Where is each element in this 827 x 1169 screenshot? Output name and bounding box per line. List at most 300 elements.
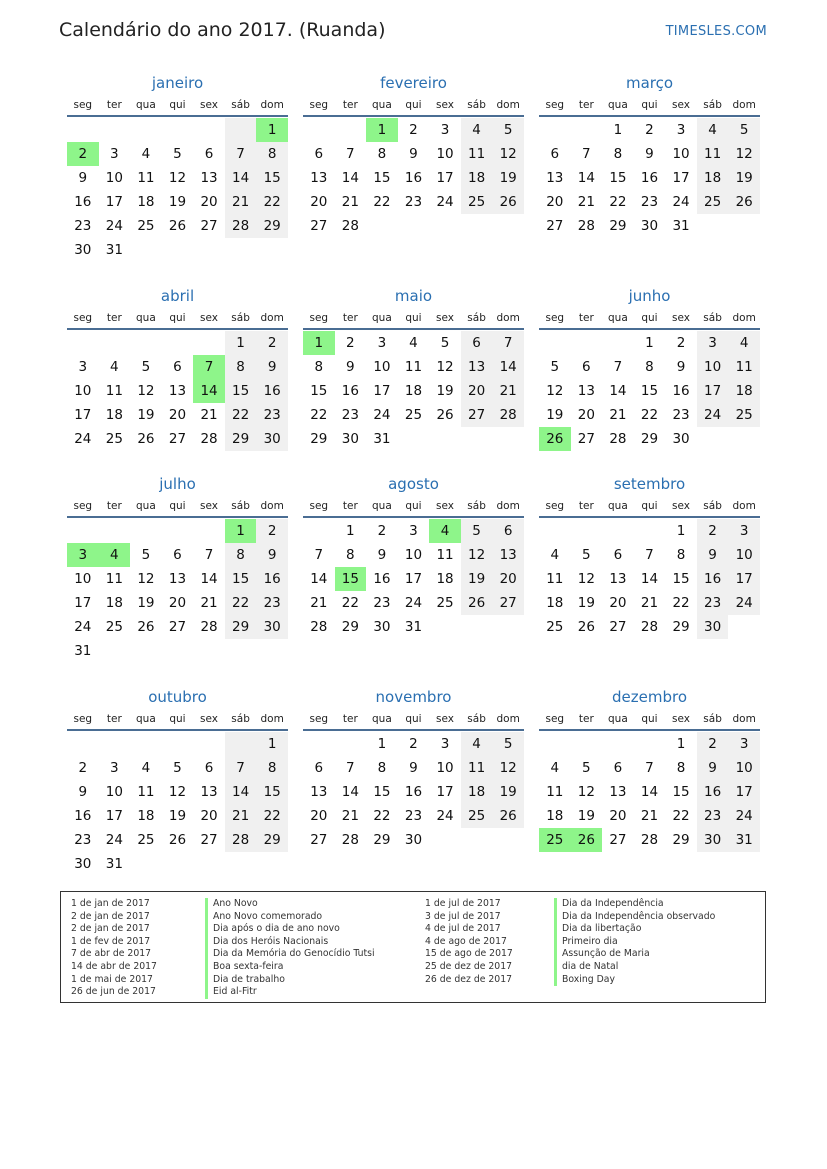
day-cell[interactable]: 10 — [672, 146, 690, 162]
day-cell[interactable]: 23 — [697, 804, 729, 828]
day-cell[interactable]: 24 — [436, 194, 454, 210]
day-cell[interactable]: 23 — [256, 591, 288, 615]
day-cell[interactable]: 14 — [310, 571, 328, 587]
day-cell[interactable]: 6 — [173, 547, 182, 563]
day-cell[interactable]: 18 — [546, 595, 564, 611]
day-cell[interactable]: 28 — [225, 214, 257, 238]
day-cell[interactable]: 27 — [546, 218, 564, 234]
day-cell[interactable]: 27 — [577, 431, 595, 447]
day-cell[interactable]: 29 — [373, 832, 391, 848]
day-cell[interactable]: 22 — [640, 407, 659, 423]
day-cell[interactable]: 13 — [492, 543, 524, 567]
day-cell[interactable]: 10 — [105, 170, 123, 186]
day-cell[interactable]: 16 — [697, 780, 729, 804]
day-cell[interactable]: 27 — [168, 619, 187, 635]
day-cell[interactable]: 23 — [256, 403, 288, 427]
day-cell[interactable]: 26 — [168, 218, 187, 234]
day-cell[interactable]: 3 — [78, 359, 88, 375]
day-cell[interactable]: 3 — [728, 732, 760, 756]
day-cell[interactable]: 7 — [204, 547, 214, 563]
day-cell[interactable]: 11 — [461, 756, 493, 780]
day-cell[interactable]: 16 — [74, 194, 92, 210]
day-cell[interactable]: 31 — [672, 218, 690, 234]
day-cell[interactable]: 25 — [404, 407, 423, 423]
day-cell[interactable]: 23 — [640, 194, 659, 210]
day-cell[interactable]: 7 — [346, 146, 355, 162]
day-cell[interactable]: 27 — [310, 832, 328, 848]
day-cell[interactable]: 5 — [582, 760, 591, 776]
day-cell[interactable]: 26 — [436, 407, 454, 423]
day-cell[interactable]: 31 — [728, 828, 760, 852]
day-cell[interactable]: 8 — [676, 760, 686, 776]
day-cell[interactable]: 20 — [310, 194, 328, 210]
day-cell[interactable]: 18 — [697, 166, 729, 190]
day-cell[interactable]: 13 — [168, 383, 187, 399]
day-cell[interactable]: 24 — [404, 595, 423, 611]
day-cell[interactable]: 10 — [697, 355, 729, 379]
day-cell[interactable]: 16 — [404, 170, 423, 186]
day-cell[interactable]: 8 — [256, 756, 288, 780]
day-cell[interactable]: 5 — [582, 547, 591, 563]
day-cell[interactable]: 7 — [613, 359, 623, 375]
day-cell[interactable]: 8 — [346, 547, 355, 563]
day-cell[interactable]: 8 — [613, 146, 623, 162]
day-cell[interactable]: 3 — [67, 543, 99, 567]
day-cell[interactable]: 8 — [377, 760, 387, 776]
day-cell[interactable]: 26 — [492, 190, 524, 214]
day-cell[interactable]: 29 — [256, 828, 288, 852]
day-cell[interactable]: 11 — [404, 359, 423, 375]
day-cell[interactable]: 30 — [697, 828, 729, 852]
day-cell[interactable]: 14 — [640, 571, 659, 587]
day-cell[interactable]: 10 — [728, 543, 760, 567]
day-cell[interactable]: 4 — [429, 519, 461, 543]
day-cell[interactable]: 6 — [204, 760, 214, 776]
day-cell[interactable]: 15 — [335, 567, 367, 591]
day-cell[interactable]: 6 — [492, 519, 524, 543]
day-cell[interactable]: 17 — [728, 567, 760, 591]
day-cell[interactable]: 29 — [341, 619, 359, 635]
day-cell[interactable]: 12 — [728, 142, 760, 166]
day-cell[interactable]: 7 — [582, 146, 591, 162]
day-cell[interactable]: 29 — [256, 214, 288, 238]
day-cell[interactable]: 23 — [697, 591, 729, 615]
day-cell[interactable]: 16 — [672, 383, 690, 399]
day-cell[interactable]: 13 — [200, 784, 218, 800]
day-cell[interactable]: 22 — [256, 804, 288, 828]
day-cell[interactable]: 2 — [346, 335, 355, 351]
day-cell[interactable]: 30 — [74, 242, 92, 258]
day-cell[interactable]: 29 — [310, 431, 328, 447]
day-cell[interactable]: 19 — [577, 808, 595, 824]
day-cell[interactable]: 2 — [377, 523, 387, 539]
day-cell[interactable]: 9 — [377, 547, 387, 563]
day-cell[interactable]: 21 — [640, 595, 659, 611]
day-cell[interactable]: 21 — [200, 595, 218, 611]
day-cell[interactable]: 11 — [137, 170, 155, 186]
day-cell[interactable]: 19 — [546, 407, 564, 423]
brand-logo-text[interactable]: TIMESLES.COM — [665, 24, 767, 39]
day-cell[interactable]: 11 — [436, 547, 454, 563]
day-cell[interactable]: 24 — [672, 194, 690, 210]
day-cell[interactable]: 28 — [341, 218, 359, 234]
day-cell[interactable]: 28 — [609, 431, 627, 447]
day-cell[interactable]: 9 — [256, 543, 288, 567]
day-cell[interactable]: 28 — [310, 619, 328, 635]
day-cell[interactable]: 21 — [341, 194, 359, 210]
day-cell[interactable]: 11 — [546, 571, 564, 587]
day-cell[interactable]: 3 — [676, 122, 686, 138]
day-cell[interactable]: 5 — [492, 732, 524, 756]
day-cell[interactable]: 15 — [373, 170, 391, 186]
day-cell[interactable]: 26 — [137, 619, 155, 635]
day-cell[interactable]: 23 — [74, 218, 92, 234]
day-cell[interactable]: 2 — [256, 331, 288, 355]
day-cell[interactable]: 8 — [314, 359, 324, 375]
day-cell[interactable]: 9 — [697, 756, 729, 780]
day-cell[interactable]: 19 — [728, 166, 760, 190]
day-cell[interactable]: 3 — [409, 523, 418, 539]
day-cell[interactable]: 29 — [672, 832, 690, 848]
day-cell[interactable]: 18 — [105, 407, 123, 423]
day-cell[interactable]: 17 — [404, 571, 423, 587]
day-cell[interactable]: 10 — [74, 571, 92, 587]
day-cell[interactable]: 10 — [105, 784, 123, 800]
day-cell[interactable]: 9 — [676, 359, 686, 375]
day-cell[interactable]: 27 — [200, 218, 218, 234]
day-cell[interactable]: 2 — [697, 732, 729, 756]
day-cell[interactable]: 14 — [225, 780, 257, 804]
day-cell[interactable]: 25 — [697, 190, 729, 214]
day-cell[interactable]: 1 — [377, 736, 387, 752]
day-cell[interactable]: 2 — [256, 519, 288, 543]
day-cell[interactable]: 28 — [225, 828, 257, 852]
day-cell[interactable]: 20 — [168, 407, 187, 423]
day-cell[interactable]: 10 — [74, 383, 92, 399]
day-cell[interactable]: 22 — [609, 194, 627, 210]
day-cell[interactable]: 26 — [539, 427, 571, 451]
day-cell[interactable]: 30 — [640, 218, 659, 234]
day-cell[interactable]: 31 — [373, 431, 391, 447]
day-cell[interactable]: 9 — [256, 355, 288, 379]
day-cell[interactable]: 30 — [404, 832, 423, 848]
day-cell[interactable]: 11 — [137, 784, 155, 800]
day-cell[interactable]: 25 — [436, 595, 454, 611]
day-cell[interactable]: 22 — [256, 190, 288, 214]
day-cell[interactable]: 27 — [168, 431, 187, 447]
day-cell[interactable]: 14 — [341, 170, 359, 186]
day-cell[interactable]: 4 — [99, 543, 131, 567]
day-cell[interactable]: 19 — [492, 166, 524, 190]
day-cell[interactable]: 27 — [461, 403, 493, 427]
day-cell[interactable]: 1 — [366, 118, 398, 142]
day-cell[interactable]: 9 — [645, 146, 654, 162]
day-cell[interactable]: 30 — [697, 615, 729, 639]
day-cell[interactable]: 17 — [373, 383, 391, 399]
day-cell[interactable]: 12 — [137, 383, 155, 399]
day-cell[interactable]: 28 — [341, 832, 359, 848]
day-cell[interactable]: 12 — [168, 170, 187, 186]
day-cell[interactable]: 15 — [672, 784, 690, 800]
day-cell[interactable]: 5 — [492, 118, 524, 142]
day-cell[interactable]: 31 — [74, 643, 92, 659]
day-cell[interactable]: 18 — [404, 383, 423, 399]
day-cell[interactable]: 16 — [74, 808, 92, 824]
day-cell[interactable]: 20 — [310, 808, 328, 824]
day-cell[interactable]: 30 — [672, 431, 690, 447]
day-cell[interactable]: 1 — [346, 523, 355, 539]
day-cell[interactable]: 22 — [373, 808, 391, 824]
day-cell[interactable]: 16 — [256, 567, 288, 591]
day-cell[interactable]: 26 — [571, 828, 603, 852]
day-cell[interactable]: 29 — [225, 427, 257, 451]
day-cell[interactable]: 1 — [303, 331, 335, 355]
day-cell[interactable]: 6 — [613, 760, 623, 776]
day-cell[interactable]: 5 — [141, 547, 151, 563]
day-cell[interactable]: 25 — [546, 619, 564, 635]
day-cell[interactable]: 9 — [346, 359, 355, 375]
day-cell[interactable]: 27 — [310, 218, 328, 234]
day-cell[interactable]: 24 — [373, 407, 391, 423]
day-cell[interactable]: 22 — [672, 808, 690, 824]
day-cell[interactable]: 9 — [409, 760, 418, 776]
day-cell[interactable]: 24 — [436, 808, 454, 824]
day-cell[interactable]: 16 — [341, 383, 359, 399]
day-cell[interactable]: 22 — [310, 407, 328, 423]
day-cell[interactable]: 6 — [582, 359, 591, 375]
day-cell[interactable]: 3 — [440, 736, 450, 752]
day-cell[interactable]: 1 — [676, 736, 686, 752]
day-cell[interactable]: 12 — [461, 543, 493, 567]
day-cell[interactable]: 14 — [577, 170, 595, 186]
day-cell[interactable]: 24 — [105, 832, 123, 848]
day-cell[interactable]: 30 — [373, 619, 391, 635]
day-cell[interactable]: 23 — [341, 407, 359, 423]
day-cell[interactable]: 12 — [137, 571, 155, 587]
day-cell[interactable]: 10 — [728, 756, 760, 780]
day-cell[interactable]: 12 — [577, 571, 595, 587]
day-cell[interactable]: 19 — [492, 780, 524, 804]
day-cell[interactable]: 30 — [256, 427, 288, 451]
day-cell[interactable]: 25 — [461, 804, 493, 828]
day-cell[interactable]: 14 — [341, 784, 359, 800]
day-cell[interactable]: 3 — [440, 122, 450, 138]
day-cell[interactable]: 3 — [728, 519, 760, 543]
day-cell[interactable]: 4 — [141, 760, 151, 776]
day-cell[interactable]: 6 — [314, 760, 324, 776]
day-cell[interactable]: 18 — [105, 595, 123, 611]
day-cell[interactable]: 29 — [609, 218, 627, 234]
day-cell[interactable]: 22 — [225, 591, 257, 615]
day-cell[interactable]: 20 — [609, 595, 627, 611]
day-cell[interactable]: 28 — [577, 218, 595, 234]
day-cell[interactable]: 31 — [105, 242, 123, 258]
day-cell[interactable]: 17 — [74, 407, 92, 423]
day-cell[interactable]: 11 — [105, 571, 123, 587]
day-cell[interactable]: 27 — [609, 832, 627, 848]
day-cell[interactable]: 14 — [640, 784, 659, 800]
day-cell[interactable]: 14 — [609, 383, 627, 399]
day-cell[interactable]: 26 — [137, 431, 155, 447]
day-cell[interactable]: 18 — [728, 379, 760, 403]
day-cell[interactable]: 14 — [492, 355, 524, 379]
day-cell[interactable]: 6 — [550, 146, 560, 162]
day-cell[interactable]: 10 — [436, 760, 454, 776]
day-cell[interactable]: 20 — [609, 808, 627, 824]
day-cell[interactable]: 15 — [225, 379, 257, 403]
day-cell[interactable]: 20 — [492, 567, 524, 591]
day-cell[interactable]: 13 — [577, 383, 595, 399]
day-cell[interactable]: 20 — [200, 808, 218, 824]
day-cell[interactable]: 7 — [314, 547, 324, 563]
day-cell[interactable]: 22 — [373, 194, 391, 210]
day-cell[interactable]: 18 — [137, 808, 155, 824]
day-cell[interactable]: 27 — [200, 832, 218, 848]
day-cell[interactable]: 17 — [74, 595, 92, 611]
day-cell[interactable]: 10 — [436, 146, 454, 162]
day-cell[interactable]: 13 — [200, 170, 218, 186]
day-cell[interactable]: 12 — [577, 784, 595, 800]
day-cell[interactable]: 31 — [404, 619, 423, 635]
day-cell[interactable]: 9 — [78, 784, 88, 800]
day-cell[interactable]: 16 — [373, 571, 391, 587]
day-cell[interactable]: 19 — [137, 407, 155, 423]
day-cell[interactable]: 14 — [200, 571, 218, 587]
day-cell[interactable]: 12 — [492, 756, 524, 780]
day-cell[interactable]: 7 — [492, 331, 524, 355]
day-cell[interactable]: 25 — [105, 431, 123, 447]
day-cell[interactable]: 28 — [640, 832, 659, 848]
day-cell[interactable]: 18 — [546, 808, 564, 824]
day-cell[interactable]: 9 — [409, 146, 418, 162]
day-cell[interactable]: 26 — [577, 619, 595, 635]
day-cell[interactable]: 17 — [105, 808, 123, 824]
day-cell[interactable]: 11 — [105, 383, 123, 399]
day-cell[interactable]: 28 — [200, 431, 218, 447]
day-cell[interactable]: 4 — [550, 547, 560, 563]
day-cell[interactable]: 24 — [74, 431, 92, 447]
day-cell[interactable]: 16 — [404, 784, 423, 800]
day-cell[interactable]: 8 — [225, 543, 257, 567]
day-cell[interactable]: 2 — [78, 760, 88, 776]
day-cell[interactable]: 25 — [137, 832, 155, 848]
day-cell[interactable]: 27 — [609, 619, 627, 635]
day-cell[interactable]: 28 — [640, 619, 659, 635]
day-cell[interactable]: 12 — [168, 784, 187, 800]
day-cell[interactable]: 14 — [193, 379, 225, 403]
day-cell[interactable]: 20 — [546, 194, 564, 210]
day-cell[interactable]: 8 — [225, 355, 257, 379]
day-cell[interactable]: 16 — [697, 567, 729, 591]
day-cell[interactable]: 15 — [609, 170, 627, 186]
day-cell[interactable]: 8 — [676, 547, 686, 563]
day-cell[interactable]: 17 — [672, 170, 690, 186]
day-cell[interactable]: 7 — [225, 756, 257, 780]
day-cell[interactable]: 23 — [373, 595, 391, 611]
day-cell[interactable]: 23 — [404, 194, 423, 210]
day-cell[interactable]: 3 — [110, 146, 119, 162]
day-cell[interactable]: 31 — [105, 856, 123, 872]
day-cell[interactable]: 3 — [377, 335, 387, 351]
day-cell[interactable]: 15 — [640, 383, 659, 399]
day-cell[interactable]: 17 — [105, 194, 123, 210]
day-cell[interactable]: 11 — [728, 355, 760, 379]
day-cell[interactable]: 22 — [672, 595, 690, 611]
day-cell[interactable]: 28 — [492, 403, 524, 427]
day-cell[interactable]: 24 — [105, 218, 123, 234]
day-cell[interactable]: 7 — [225, 142, 257, 166]
day-cell[interactable]: 5 — [550, 359, 560, 375]
day-cell[interactable]: 2 — [409, 122, 418, 138]
day-cell[interactable]: 6 — [204, 146, 214, 162]
day-cell[interactable]: 20 — [200, 194, 218, 210]
day-cell[interactable]: 3 — [110, 760, 119, 776]
day-cell[interactable]: 26 — [492, 804, 524, 828]
day-cell[interactable]: 20 — [461, 379, 493, 403]
day-cell[interactable]: 26 — [168, 832, 187, 848]
day-cell[interactable]: 20 — [577, 407, 595, 423]
day-cell[interactable]: 30 — [256, 615, 288, 639]
day-cell[interactable]: 7 — [346, 760, 355, 776]
day-cell[interactable]: 15 — [225, 567, 257, 591]
day-cell[interactable]: 21 — [310, 595, 328, 611]
day-cell[interactable]: 11 — [697, 142, 729, 166]
day-cell[interactable]: 4 — [409, 335, 418, 351]
day-cell[interactable]: 12 — [546, 383, 564, 399]
day-cell[interactable]: 17 — [728, 780, 760, 804]
day-cell[interactable]: 13 — [310, 170, 328, 186]
day-cell[interactable]: 25 — [137, 218, 155, 234]
day-cell[interactable]: 19 — [137, 595, 155, 611]
day-cell[interactable]: 18 — [436, 571, 454, 587]
day-cell[interactable]: 8 — [256, 142, 288, 166]
day-cell[interactable]: 26 — [461, 591, 493, 615]
day-cell[interactable]: 7 — [645, 760, 654, 776]
day-cell[interactable]: 30 — [74, 856, 92, 872]
day-cell[interactable]: 4 — [697, 118, 729, 142]
day-cell[interactable]: 15 — [310, 383, 328, 399]
day-cell[interactable]: 1 — [645, 335, 654, 351]
day-cell[interactable]: 15 — [373, 784, 391, 800]
day-cell[interactable]: 24 — [74, 619, 92, 635]
day-cell[interactable]: 9 — [697, 543, 729, 567]
day-cell[interactable]: 1 — [256, 732, 288, 756]
day-cell[interactable]: 5 — [173, 760, 182, 776]
day-cell[interactable]: 13 — [310, 784, 328, 800]
day-cell[interactable]: 2 — [645, 122, 654, 138]
day-cell[interactable]: 1 — [225, 519, 257, 543]
day-cell[interactable]: 13 — [609, 571, 627, 587]
day-cell[interactable]: 13 — [546, 170, 564, 186]
day-cell[interactable]: 21 — [640, 808, 659, 824]
day-cell[interactable]: 25 — [105, 619, 123, 635]
day-cell[interactable]: 24 — [697, 403, 729, 427]
day-cell[interactable]: 6 — [173, 359, 182, 375]
day-cell[interactable]: 27 — [492, 591, 524, 615]
day-cell[interactable]: 12 — [492, 142, 524, 166]
day-cell[interactable]: 1 — [225, 331, 257, 355]
day-cell[interactable]: 7 — [645, 547, 654, 563]
day-cell[interactable]: 20 — [168, 595, 187, 611]
day-cell[interactable]: 17 — [436, 784, 454, 800]
day-cell[interactable]: 8 — [377, 146, 387, 162]
day-cell[interactable]: 30 — [341, 431, 359, 447]
day-cell[interactable]: 4 — [728, 331, 760, 355]
day-cell[interactable]: 2 — [67, 142, 99, 166]
day-cell[interactable]: 6 — [461, 331, 493, 355]
day-cell[interactable]: 19 — [168, 194, 187, 210]
day-cell[interactable]: 2 — [676, 335, 686, 351]
